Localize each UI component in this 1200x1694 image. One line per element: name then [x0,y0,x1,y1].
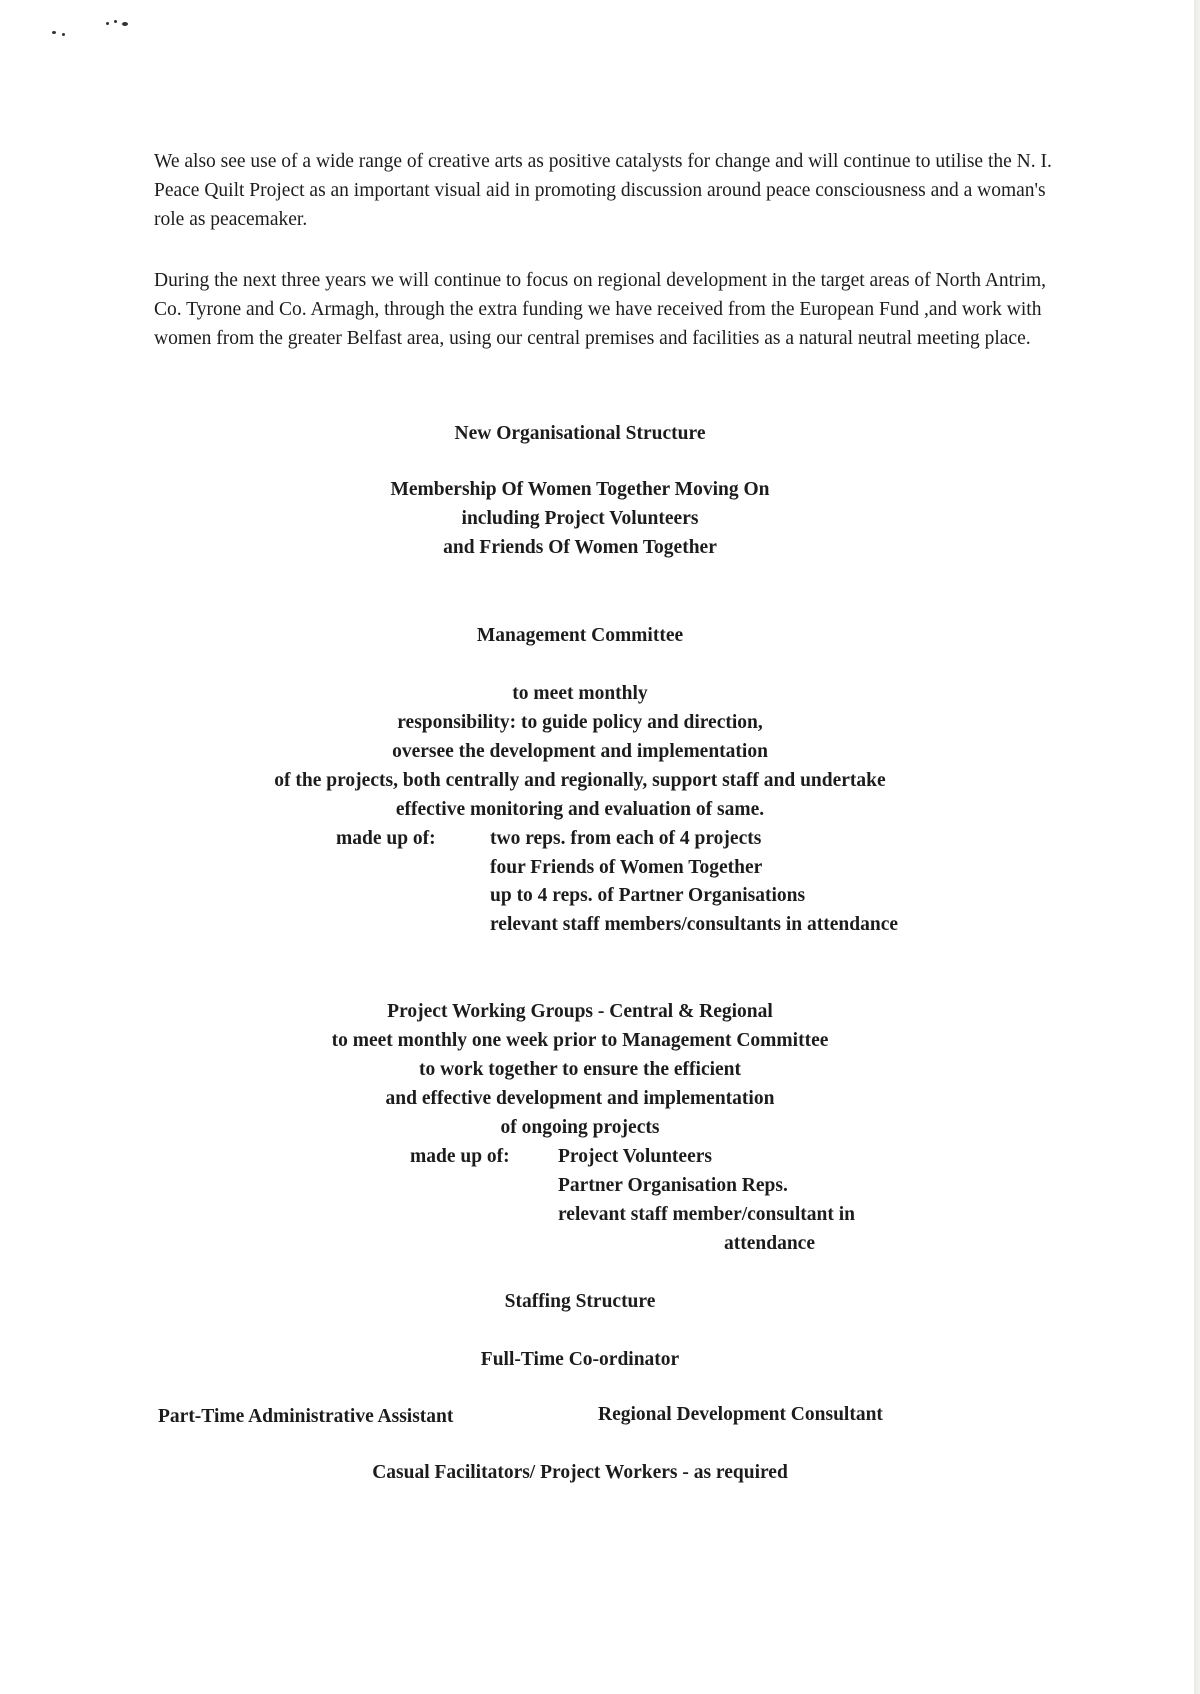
management-member-1: two reps. from each of 4 projects [490,828,762,849]
management-made-up-label: made up of: [336,828,436,849]
working-groups-member-3-tail: attendance [724,1233,815,1254]
working-groups-member-1: Project Volunteers [558,1146,712,1167]
paragraph-creative-arts: We also see use of a wide range of creative arts as positive catalysts for change and will continue to utilise the N. I. Peace Quilt Project as an important visual aid in promoting discussion around peace consciousness and a woman's role as peacemaker. [154,151,1052,230]
management-member-2: four Friends of Women Together [490,857,763,878]
management-member-4: relevant staff members/consultants in attendance [490,914,899,935]
working-groups-member-2: Partner Organisation Reps. [558,1175,788,1196]
structure-heading: New Organisational Structure [454,423,706,444]
management-line-1: to meet monthly [512,683,648,704]
page-edge [1194,0,1200,1694]
membership-line-1: Membership Of Women Together Moving On [390,479,770,500]
management-committee-title: Management Committee [476,625,684,646]
paragraph-regional-development: During the next three years we will continue to focus on regional development in the target areas of North Antrim, Co. Tyrone and Co. Armagh, through the extra funding we have received from the European Fund ,and work with women from the greater Belfast area, using our central premises and facilities as a natural neutral meeting place. [154,270,1047,349]
working-groups-line-2: to work together to ensure the efficient [418,1059,742,1080]
working-groups-member-3: relevant staff member/consultant in [558,1204,855,1225]
staffing-coordinator: Full-Time Co-ordinator [480,1349,680,1370]
management-line-2: responsibility: to guide policy and direction, [397,712,763,733]
management-member-3: up to 4 reps. of Partner Organisations [490,885,806,906]
working-groups-line-4: of ongoing projects [500,1117,660,1138]
staffing-regional-consultant: Regional Development Consultant [598,1404,883,1425]
management-line-3: oversee the development and implementation [392,741,768,762]
staffing-structure-title: Staffing Structure [504,1291,656,1312]
working-groups-line-1: to meet monthly one week prior to Management Committee [331,1030,829,1051]
membership-line-3: and Friends Of Women Together [443,537,717,558]
management-line-5: effective monitoring and evaluation of same. [395,799,765,820]
working-groups-title: Project Working Groups - Central & Regional [387,1001,773,1022]
staffing-casual-workers: Casual Facilitators/ Project Workers - as required [372,1462,788,1483]
working-groups-line-3: and effective development and implementation [385,1088,775,1109]
management-line-4: of the projects, both centrally and regionally, support staff and undertake [274,770,886,791]
working-groups-made-up-label: made up of: [410,1146,510,1167]
scan-specks [48,18,148,38]
staffing-admin-assistant: Part-Time Administrative Assistant [158,1406,454,1427]
membership-line-2: including Project Volunteers [461,508,699,529]
